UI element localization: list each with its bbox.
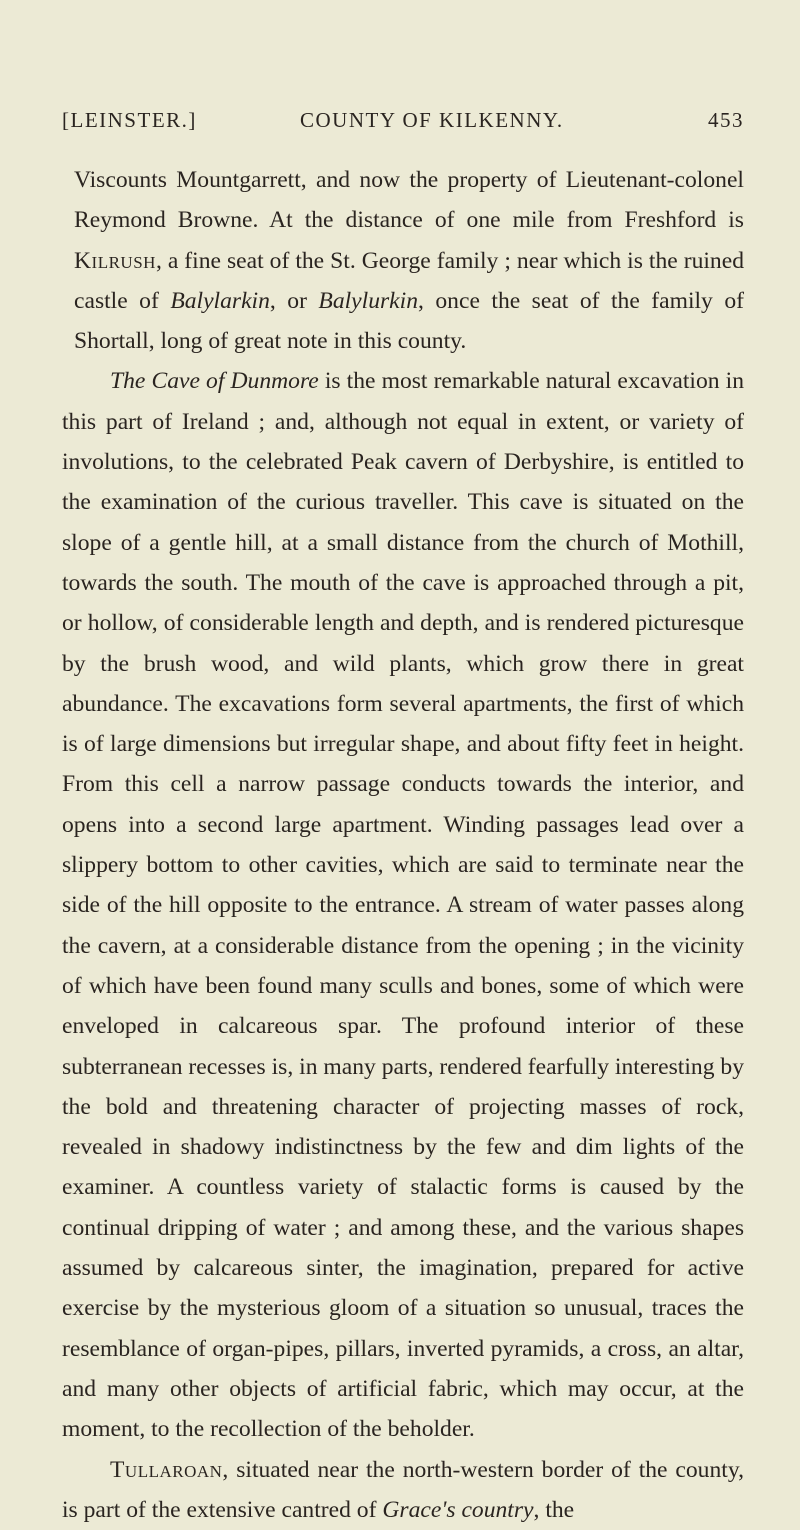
page-number: 453 — [708, 108, 744, 133]
header-title: COUNTY OF KILKENNY. — [300, 108, 564, 133]
text-run: , or — [270, 288, 319, 314]
place-name-tullaroan: Tullaroan — [110, 1457, 222, 1483]
text-run: , the — [534, 1497, 575, 1523]
header-section: [LEINSTER.] — [62, 108, 197, 133]
place-name-kilrush: Kilrush — [74, 248, 156, 274]
paragraph-tullaroan — [62, 1450, 744, 1530]
text-run: , a fine seat of the St. George family ; near which is the ruined castle of — [74, 248, 744, 314]
running-header — [62, 108, 744, 148]
paragraph-cave-of-dunmore — [62, 361, 744, 1449]
text-run: is the most remarkable natural excavation in this part of Ireland ; and, although not equal in extent, or variety of involutions, to the celebrated Peak cavern of Derbyshire, is entitled to the examination of the curious traveller. This cave is situated on the slope of a gentle hill, at a small distance from the church of Mothill, towards the south. The mouth of the cave is approached through a pit, or hollow, of considerable length and depth, and is rendered picturesque by the brush wood, and wild plants, which grow there in great abundance. The excavations form several apartments, the first of which is of large dimensions but irregular shape, and about fifty feet in height. From this cell a narrow passage conducts towards the interior, and opens into a second large apartment. Winding passages lead over a slippery bottom to other cavities, which are said to terminate near the side of the hill opposite to the entrance. A stream of water passes along the cavern, at a considerable distance from the opening ; in the vicinity of which have been found many sculls and bones, some of which were enveloped in calcareous spar. The profound interior of these subterranean recesses is, in many parts, rendered fearfully interesting by the bold and threatening character of projecting masses of rock, revealed in shadowy indistinctness by the few and dim lights of the examiner. A countless variety of stalactic forms is caused by the continual dripping of water ; and among these, and the various shapes assumed by calcareous sinter, the imagination, prepared for active exercise by the mysterious gloom of a situation so unusual, traces the resemblance of organ-pipes, pillars, inverted pyramids, a cross, an altar, and many other objects of artificial fabric, which may occur, at the moment, to the recollection of the beholder. — [62, 368, 744, 1442]
place-name-graces-country: Grace's country — [382, 1497, 533, 1523]
place-name-cave-of-dunmore: The Cave of Dunmore — [110, 368, 319, 394]
text-run: , situated near the north-western border of the county, is part of the extensive cantred of — [62, 1457, 744, 1523]
place-name-balylurkin: Balylurkin — [318, 288, 418, 314]
text-run: , once the seat of the family of Shortall, long of great note in this county. — [74, 288, 744, 354]
text-run: Viscounts Mountgarrett, and now the property of Lieutenant-colonel Reymond Browne. At the distance of one mile from Freshford is — [74, 167, 744, 233]
place-name-balylarkin: Balylarkin — [170, 288, 270, 314]
paragraph-viscounts — [62, 160, 744, 361]
body-text — [62, 160, 744, 1530]
